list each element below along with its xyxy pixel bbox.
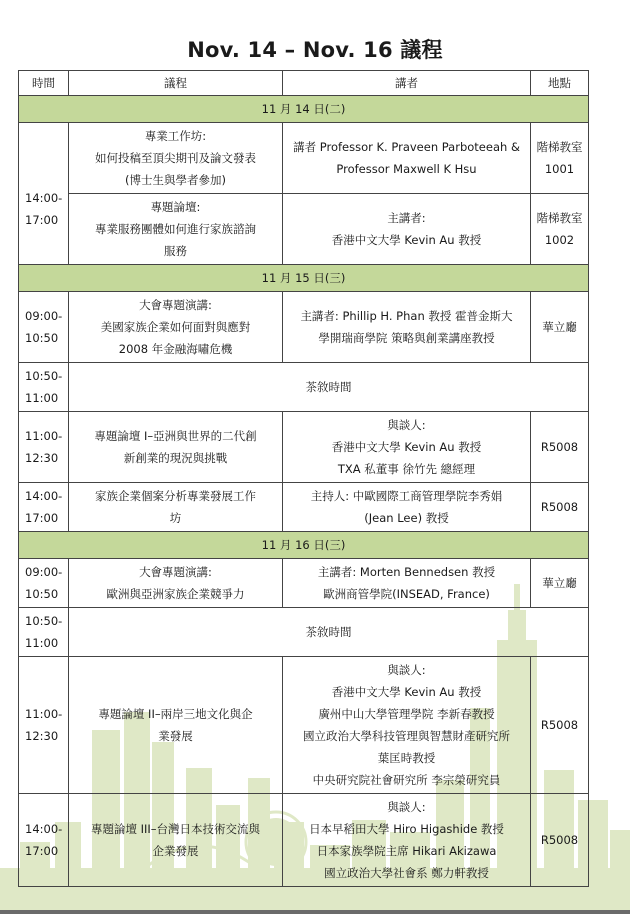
day-row-nov14	[19, 96, 589, 123]
speaker-line: 中央研究院社會研究所 李宗榮研究員	[312, 773, 501, 787]
day-row-nov16	[19, 532, 589, 559]
time-end: 11:00	[25, 391, 59, 405]
time-end: 11:00	[25, 636, 59, 650]
speaker-line: 葉匡時教授	[377, 751, 436, 765]
speaker-cell	[283, 794, 531, 887]
agenda-line: 服務	[164, 244, 187, 258]
time-end: 12:30	[25, 451, 59, 465]
agenda-cell	[69, 412, 283, 483]
speaker-line: 與談人:	[387, 663, 426, 677]
agenda-cell	[69, 657, 283, 794]
speaker-line: 主持人: 中歐國際工商管理學院李秀娟	[310, 489, 503, 503]
time-end: 17:00	[25, 844, 59, 858]
break-label: 茶敘時間	[69, 608, 589, 657]
session-row	[19, 292, 589, 363]
time-cell	[19, 363, 69, 412]
venue-line: 階梯教室	[536, 211, 583, 225]
speaker-line: 國立政治大學社會系 鄭力軒教授	[324, 866, 489, 880]
agenda-line: 專題論壇 II–兩岸三地文化與企	[98, 707, 253, 721]
time-start: 14:00-	[25, 489, 63, 503]
time-cell	[19, 483, 69, 532]
time-cell	[19, 412, 69, 483]
agenda-line: 專題論壇:	[150, 200, 201, 214]
session-row	[19, 559, 589, 608]
speaker-line: 國立政治大學科技管理與智慧財產研究所	[303, 729, 510, 743]
time-cell	[19, 292, 69, 363]
time-end: 12:30	[25, 729, 59, 743]
speaker-line: 主講者: Phillip H. Phan 教授 霍普金斯大	[300, 309, 513, 323]
agenda-line: 歐洲與亞洲家族企業競爭力	[106, 587, 245, 601]
header-row	[19, 71, 589, 96]
agenda-line: 如何投稿至頂尖期刊及論文發表	[95, 151, 256, 165]
time-end: 17:00	[25, 511, 59, 525]
time-start: 11:00-	[25, 707, 63, 721]
venue-cell	[531, 194, 589, 265]
day-label: 11 月 14 日(二)	[19, 96, 589, 123]
venue-cell: R5008	[531, 794, 589, 887]
session-row	[19, 123, 589, 194]
venue-cell: R5008	[531, 657, 589, 794]
speaker-line: 香港中文大學 Kevin Au 教授	[331, 233, 482, 247]
agenda-cell	[69, 292, 283, 363]
speaker-line: 日本家族學院主席 Hikari Akizawa	[316, 844, 497, 858]
speaker-line: (Jean Lee) 教授	[364, 511, 449, 525]
time-header: 時間	[19, 71, 69, 96]
agenda-line: 新創業的現況與挑戰	[123, 451, 228, 465]
agenda-cell	[69, 123, 283, 194]
session-row	[19, 657, 589, 794]
time-start: 09:00-	[25, 565, 63, 579]
speaker-line: 香港中文大學 Kevin Au 教授	[331, 440, 482, 454]
time-end: 17:00	[25, 212, 59, 227]
time-start: 10:50-	[25, 369, 63, 383]
page-title: Nov. 14 – Nov. 16 議程	[187, 38, 443, 62]
agenda-line: 專題論壇 III–台灣日本技術交流與	[90, 822, 261, 836]
day-row-nov15	[19, 265, 589, 292]
venue-cell: R5008	[531, 412, 589, 483]
agenda-line: 專業服務團體如何進行家族諮詢	[95, 222, 256, 236]
speaker-cell	[283, 412, 531, 483]
speaker-cell	[283, 292, 531, 363]
time-end: 10:50	[25, 587, 59, 601]
time-start: 09:00-	[25, 309, 63, 323]
agenda-cell	[69, 559, 283, 608]
venue-line: 1001	[544, 162, 575, 176]
time-end: 10:50	[25, 331, 59, 345]
speaker-line: 歐洲商管學院(INSEAD, France)	[323, 587, 490, 601]
agenda-line: 企業發展	[152, 844, 199, 858]
time-cell	[19, 608, 69, 657]
bottom-border	[0, 910, 630, 914]
venue-cell: 華立廳	[531, 559, 589, 608]
agenda-line: 家族企業個案分析專業發展工作	[95, 489, 256, 503]
time-start: 14:00-	[25, 822, 63, 836]
speaker-line: 主講者:	[387, 211, 426, 225]
agenda-line: 美國家族企業如何面對與應對	[100, 320, 251, 334]
agenda-line: 大會專題演講:	[139, 565, 212, 579]
time-start: 11:00-	[25, 429, 63, 443]
speaker-line: 講者 Professor K. Praveen Parboteeah &	[293, 140, 520, 154]
speaker-cell	[283, 123, 531, 194]
agenda-line: 專題論壇 I–亞洲與世界的二代創	[94, 429, 257, 443]
speaker-line: 廣州中山大學管理學院 李新春教授	[318, 707, 495, 721]
agenda-cell	[69, 194, 283, 265]
speaker-line: 與談人:	[387, 800, 426, 814]
agenda-line: (博士生與學者參加)	[125, 173, 226, 187]
speaker-cell	[283, 657, 531, 794]
venue-line: 1002	[544, 233, 575, 247]
agenda-line: 2008 年金融海嘯危機	[118, 342, 233, 356]
venue-cell: R5008	[531, 483, 589, 532]
speaker-cell	[283, 559, 531, 608]
break-label: 茶敘時間	[69, 363, 589, 412]
speaker-line: 與談人:	[387, 418, 426, 432]
venue-cell	[531, 123, 589, 194]
agenda-line: 大會專題演講:	[139, 298, 212, 312]
speaker-cell	[283, 194, 531, 265]
break-row	[19, 608, 589, 657]
day-label: 11 月 16 日(三)	[19, 532, 589, 559]
agenda-cell	[69, 483, 283, 532]
speaker-line: 香港中文大學 Kevin Au 教授	[331, 685, 482, 699]
agenda-cell	[69, 794, 283, 887]
session-row	[19, 483, 589, 532]
time-cell	[19, 123, 69, 265]
speaker-header: 講者	[283, 71, 531, 96]
agenda-line: 專業工作坊:	[144, 129, 207, 143]
time-cell	[19, 559, 69, 608]
break-row	[19, 363, 589, 412]
session-row	[19, 412, 589, 483]
speaker-cell	[283, 483, 531, 532]
agenda-line: 業發展	[158, 729, 193, 743]
agenda-header: 議程	[69, 71, 283, 96]
time-start: 10:50-	[25, 614, 63, 628]
venue-header: 地點	[531, 71, 589, 96]
venue-line: 階梯教室	[536, 140, 583, 154]
session-row	[19, 194, 589, 265]
venue-cell: 華立廳	[531, 292, 589, 363]
session-row	[19, 794, 589, 887]
time-cell	[19, 794, 69, 887]
speaker-line: 日本早稻田大學 Hiro Higashide 教授	[309, 822, 504, 836]
time-cell	[19, 657, 69, 794]
agenda-line: 坊	[169, 511, 182, 525]
agenda-table	[18, 70, 589, 887]
speaker-line: 主講者: Morten Bennedsen 教授	[317, 565, 496, 579]
speaker-line: Professor Maxwell K Hsu	[336, 162, 477, 176]
day-label: 11 月 15 日(三)	[19, 265, 589, 292]
speaker-line: 學開瑞商學院 策略與創業講座教授	[318, 331, 495, 345]
speaker-line: TXA 私董事 徐竹先 總經理	[337, 462, 476, 476]
time-start: 14:00-	[25, 190, 63, 205]
